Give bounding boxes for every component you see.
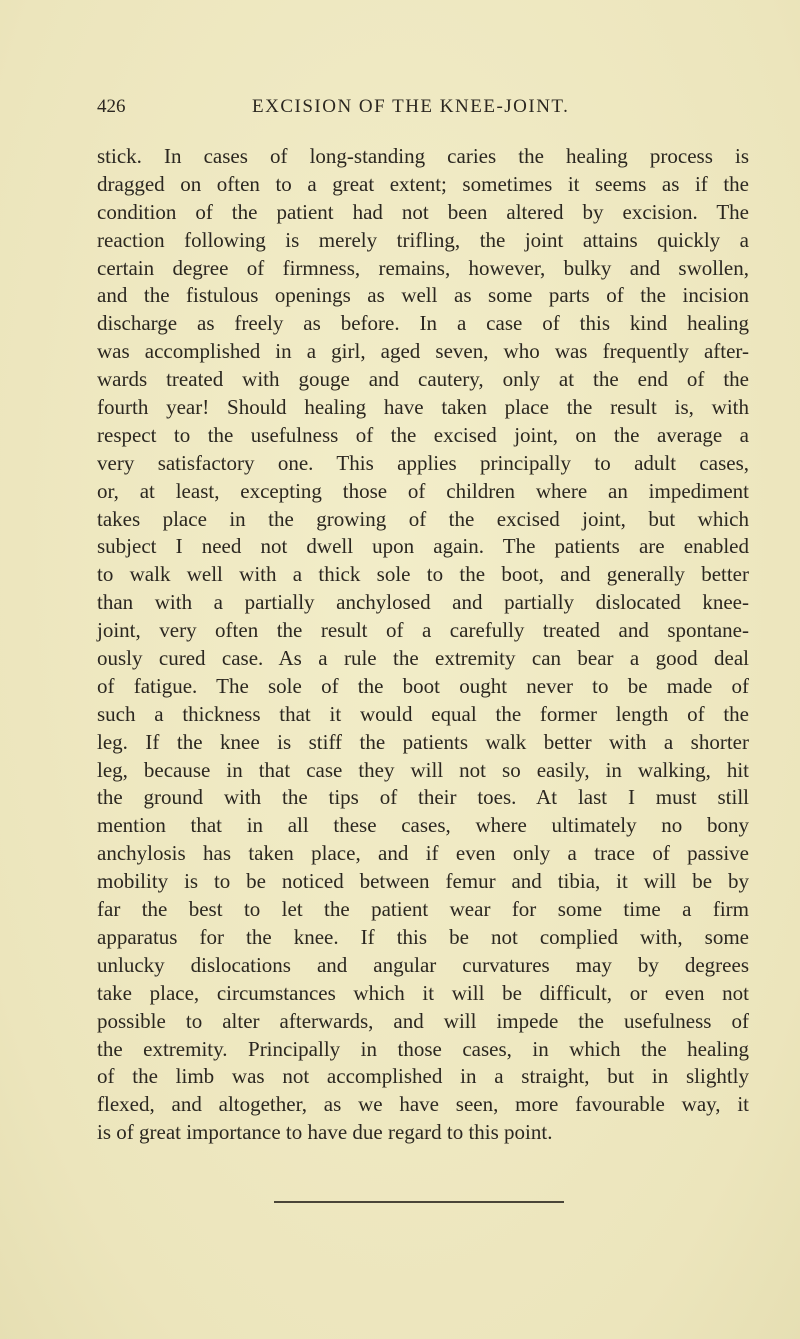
- text-line: flexed, and altogether, as we have seen, more favourable way, it: [97, 1092, 749, 1117]
- text-line: such a thickness that it would equal the former length of the: [97, 701, 749, 726]
- running-header: [97, 96, 749, 120]
- text-line: certain degree of firmness, remains, however, bulky and swollen,: [97, 255, 749, 280]
- text-line: apparatus for the knee. If this be not complied with, some: [97, 924, 749, 949]
- text-line: unlucky dislocations and angular curvatures may by degrees: [97, 952, 749, 977]
- text-line: mobility is to be noticed between femur and tibia, it will be by: [97, 869, 749, 894]
- text-line: very satisfactory one. This applies principally to adult cases,: [97, 450, 749, 475]
- text-line: is of great importance to have due regard to this point.: [97, 1120, 553, 1145]
- text-line: leg, because in that case they will not so easily, in walking, hit: [97, 757, 749, 782]
- text-line: stick. In cases of long-standing caries the healing process is: [97, 144, 749, 168]
- text-line: to walk well with a thick sole to the boot, and generally better: [97, 562, 749, 587]
- text-line: subject I need not dwell upon again. The patients are enabled: [97, 534, 749, 559]
- text-line: reaction following is merely trifling, the joint attains quickly a: [97, 227, 749, 252]
- text-line: leg. If the knee is stiff the patients walk better with a shorter: [97, 729, 749, 754]
- text-line: possible to alter afterwards, and will impede the usefulness of: [97, 1008, 749, 1033]
- page-number: 426: [97, 96, 126, 117]
- section-divider-rule: [274, 1201, 564, 1203]
- text-line: of the limb was not accomplished in a straight, but in slightly: [97, 1064, 749, 1089]
- body-text: [97, 143, 749, 1147]
- text-line: the ground with the tips of their toes. At last I must still: [97, 785, 749, 810]
- chapter-title: EXCISION OF THE KNEE-JOINT.: [252, 96, 570, 117]
- text-line: than with a partially anchylosed and partially dislocated knee-: [97, 590, 749, 615]
- text-line: or, at least, excepting those of children where an impediment: [97, 478, 749, 503]
- text-line: respect to the usefulness of the excised joint, on the average a: [97, 422, 749, 447]
- text-line: the extremity. Principally in those cases, in which the healing: [97, 1036, 749, 1061]
- text-line: anchylosis has taken place, and if even only a trace of passive: [97, 841, 749, 866]
- text-line: condition of the patient had not been altered by excision. The: [97, 199, 749, 224]
- text-line: was accomplished in a girl, aged seven, who was frequently after-: [97, 339, 749, 364]
- text-line: takes place in the growing of the excised joint, but which: [97, 506, 749, 531]
- text-line: dragged on often to a great extent; sometimes it seems as if the: [97, 171, 749, 196]
- text-line: discharge as freely as before. In a case of this kind healing: [97, 311, 749, 336]
- text-line: ously cured case. As a rule the extremity can bear a good deal: [97, 646, 749, 671]
- text-line: wards treated with gouge and cautery, only at the end of the: [97, 367, 749, 392]
- text-line: of fatigue. The sole of the boot ought never to be made of: [97, 673, 749, 698]
- text-line: and the fistulous openings as well as some parts of the incision: [97, 283, 749, 308]
- text-line: far the best to let the patient wear for some time a firm: [97, 897, 749, 922]
- text-line: joint, very often the result of a carefully treated and spontane-: [97, 618, 749, 643]
- text-line: take place, circumstances which it will be difficult, or even not: [97, 980, 749, 1005]
- text-line: mention that in all these cases, where ultimately no bony: [97, 813, 749, 838]
- text-line: fourth year! Should healing have taken place the result is, with: [97, 395, 749, 420]
